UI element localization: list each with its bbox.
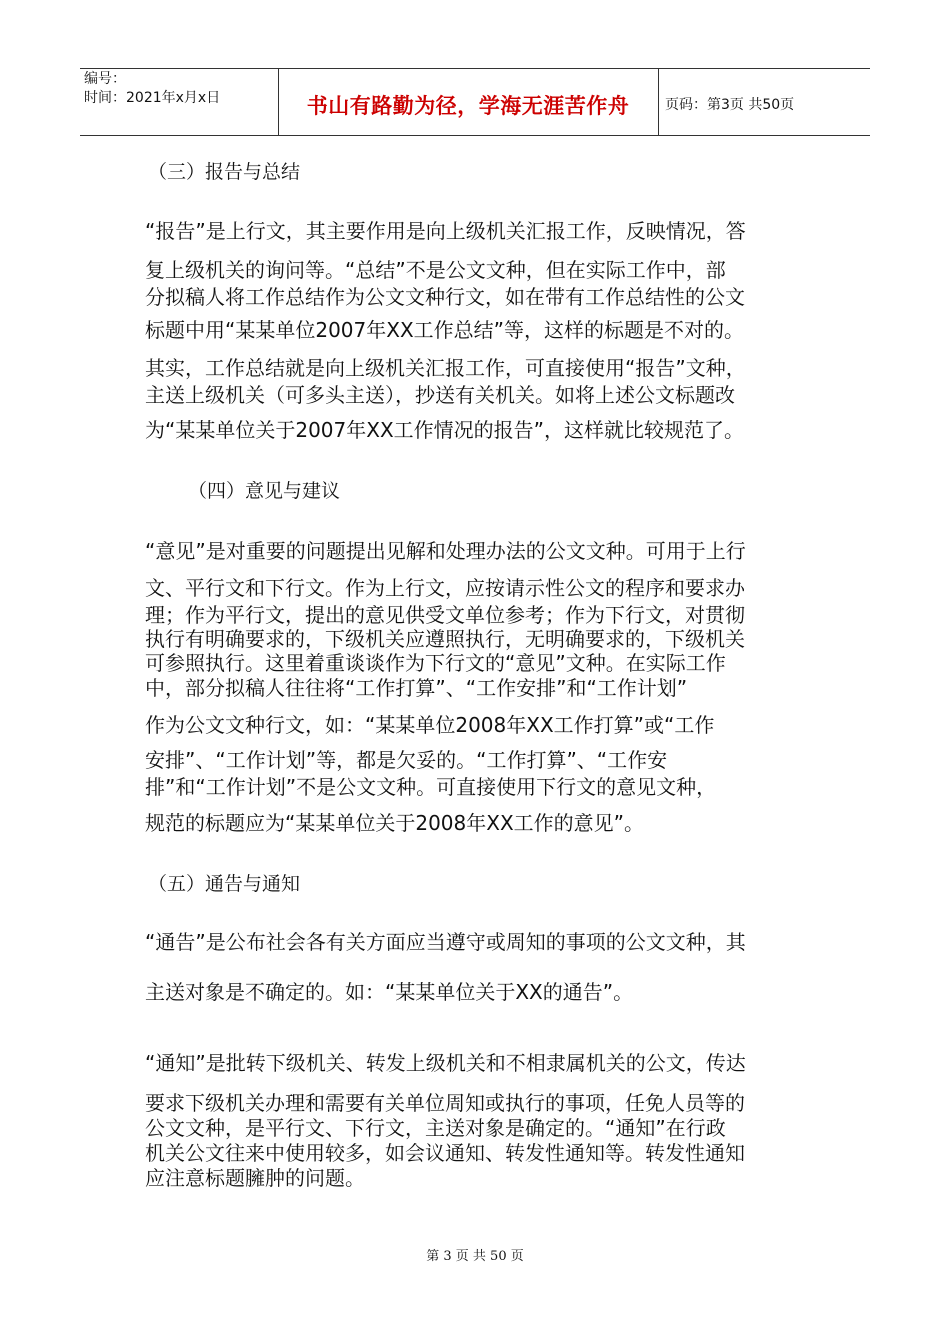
date-label: 时间：2021年x月x日 <box>84 90 221 106</box>
header-divider <box>658 68 659 136</box>
paragraph-line: “通告”是公布社会各有关方面应当遵守或周知的事项的公文文种，其 <box>145 930 746 954</box>
paragraph-line: 文、平行文和下行文。作为上行文，应按请示性公文的程序和要求办 <box>145 576 745 600</box>
paragraph-line: “通知”是批转下级机关、转发上级机关和不相隶属机关的公文，传达 <box>145 1051 746 1075</box>
paragraph-line: 应注意标题臃肿的问题。 <box>145 1166 365 1190</box>
header-bottom-rule <box>80 135 870 136</box>
section-heading: （四）意见与建议 <box>188 480 341 502</box>
header-top-rule <box>80 68 870 69</box>
paragraph-line: 主送对象是不确定的。如：“某某单位关于XX的通告”。 <box>145 980 634 1004</box>
paragraph-line: 规范的标题应为“某某单位关于2008年XX工作的意见”。 <box>145 811 645 835</box>
paragraph-line: 作为公文文种行文，如：“某某单位2008年XX工作打算”或“工作 <box>145 713 715 737</box>
paragraph-line: “报告”是上行文，其主要作用是向上级机关汇报工作，反映情况，答 <box>145 219 746 243</box>
paragraph-line: 分拟稿人将工作总结作为公文文种行文，如在带有工作总结性的公文 <box>145 285 745 309</box>
header-page-info: 页码：第3页 共50页 <box>665 97 795 113</box>
paragraph-line: “意见”是对重要的问题提出见解和处理办法的公文文种。可用于上行 <box>145 539 746 563</box>
serial-label: 编号： <box>84 71 126 87</box>
paragraph-line: 可参照执行。这里着重谈谈作为下行文的“意见”文种。在实际工作 <box>145 651 726 675</box>
paragraph-line: 其实，工作总结就是向上级机关汇报工作，可直接使用“报告”文种， <box>145 356 746 380</box>
paragraph-line: 复上级机关的询问等。“总结”不是公文文种，但在实际工作中，部 <box>145 258 726 282</box>
page-header <box>80 68 870 136</box>
paragraph-line: 主送上级机关（可多头主送），抄送有关机关。如将上述公文标题改 <box>145 383 735 407</box>
paragraph-line: 理；作为平行文，提出的意见供受文单位参考；作为下行文，对贯彻 <box>145 603 745 627</box>
paragraph-line: 机关公文往来中使用较多，如会议通知、转发性通知等。转发性通知 <box>145 1141 745 1165</box>
paragraph-line: 安排”、“工作计划”等，都是欠妥的。“工作打算”、“工作安 <box>145 748 668 772</box>
section-heading: （三）报告与总结 <box>148 161 301 183</box>
paragraph-line: 标题中用“某某单位2007年XX工作总结”等，这样的标题是不对的。 <box>145 318 745 342</box>
paragraph-line: 为“某某单位关于2007年XX工作情况的报告”，这样就比较规范了。 <box>145 418 745 442</box>
header-meta <box>84 70 278 108</box>
header-motto: 书山有路勤为径，学海无涯苦作舟 <box>306 94 630 118</box>
section-heading: （五）通告与通知 <box>148 873 301 895</box>
paragraph-line: 公文文种，是平行文、下行文，主送对象是确定的。“通知”在行政 <box>145 1116 726 1140</box>
paragraph-line: 中，部分拟稿人往往将“工作打算”、“工作安排”和“工作计划” <box>145 676 688 700</box>
paragraph-line: 执行有明确要求的，下级机关应遵照执行，无明确要求的，下级机关 <box>145 627 745 651</box>
paragraph-line: 排”和“工作计划”不是公文文种。可直接使用下行文的意见文种， <box>145 775 717 799</box>
page-footer: 第 3 页 共 50 页 <box>426 1249 524 1264</box>
paragraph-line: 要求下级机关办理和需要有关单位周知或执行的事项，任免人员等的 <box>145 1091 745 1115</box>
